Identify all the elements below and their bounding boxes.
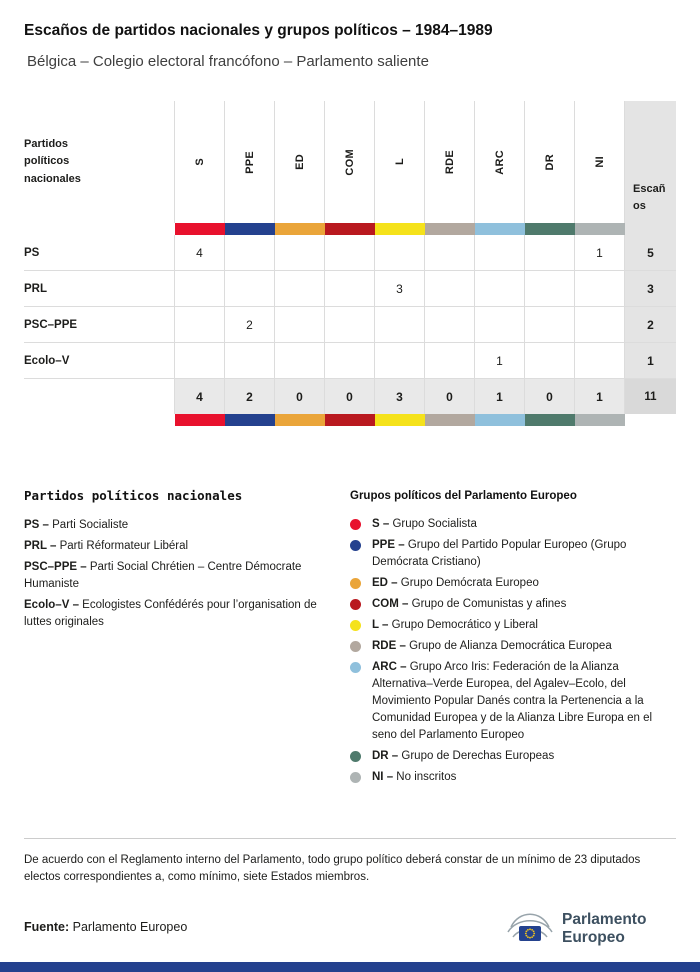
- seat-count-cell: [325, 235, 375, 270]
- legend-color-dot: [350, 772, 361, 783]
- seat-count-cell: [275, 307, 325, 342]
- color-band-cell-rde: [425, 223, 475, 235]
- page-title: Escaños de partidos nacionales y grupos políticos – 1984–1989: [24, 22, 493, 39]
- table-row-ecolo-v: [24, 343, 676, 379]
- seat-count-cell: [225, 343, 275, 378]
- row-total-cell: 2: [625, 307, 676, 342]
- color-band-cell-dr: [525, 414, 575, 426]
- party-name-cell: PS: [24, 235, 175, 270]
- legend-item: ARC – Grupo Arco Iris: Federación de la Alianza Alternativa–Verde Europea, del Agalev–Ecolo, del Movimiento Popular Danés contra la Pertenencia a la Comunidad Europea y de la Alianza Libre Europa en el seno del Parlamento Europeo: [350, 659, 676, 744]
- table-row-psc-ppe: [24, 307, 676, 343]
- color-band-cell-ed: [275, 414, 325, 426]
- color-band-cell-ed: [275, 223, 325, 235]
- source-label: Fuente:: [24, 920, 70, 934]
- group-column-header-rde: RDE: [425, 101, 475, 223]
- seat-count-cell: [525, 235, 575, 270]
- ep-logo: [506, 904, 676, 950]
- seat-count-cell: 1: [475, 343, 525, 378]
- legend-item: NI – No inscritos: [350, 769, 676, 786]
- totals-cell: 4: [175, 379, 225, 414]
- totals-cell: 2: [225, 379, 275, 414]
- color-band-cell-com: [325, 414, 375, 426]
- color-band-cell-rde: [425, 414, 475, 426]
- color-band-cell-ppe: [225, 414, 275, 426]
- seat-count-cell: [275, 343, 325, 378]
- legend-color-dot: [350, 620, 361, 631]
- table-header-row: [24, 101, 676, 223]
- logo-text-line1: Parlamento: [562, 911, 647, 928]
- seat-count-cell: 3: [375, 271, 425, 306]
- seat-count-cell: 1: [575, 235, 625, 270]
- party-column-header: [24, 101, 175, 223]
- party-name-cell: Ecolo–V: [24, 343, 175, 378]
- seat-count-cell: [325, 271, 375, 306]
- color-band-cell-arc: [475, 414, 525, 426]
- legend-parties: [24, 488, 350, 790]
- seat-count-cell: [425, 235, 475, 270]
- totals-cell: 3: [375, 379, 425, 414]
- party-column-header-label: Partidos políticos nacionales: [24, 137, 81, 185]
- row-total-cell: 3: [625, 271, 676, 306]
- color-band-cell-ni: [575, 223, 625, 235]
- seat-count-cell: [275, 235, 325, 270]
- color-band-cell-dr: [525, 223, 575, 235]
- footnote: De acuerdo con el Reglamento interno del Parlamento, todo grupo político deberá constar de un mínimo de 23 diputados electos correspondientes a, como mínimo, siete Estados miembros.: [24, 838, 676, 886]
- grand-total-cell: 11: [625, 379, 676, 414]
- color-band-cell-ppe: [225, 223, 275, 235]
- legend-parties-title: Partidos políticos nacionales: [24, 488, 243, 503]
- seat-count-cell: [425, 343, 475, 378]
- seat-count-cell: 4: [175, 235, 225, 270]
- color-band-cell-s: [175, 414, 225, 426]
- totals-cell: 1: [475, 379, 525, 414]
- legend-color-dot: [350, 519, 361, 530]
- seat-count-cell: [525, 271, 575, 306]
- seat-count-cell: [475, 307, 525, 342]
- legend-groups-title: Grupos políticos del Parlamento Europeo: [350, 490, 577, 502]
- legend-color-dot: [350, 751, 361, 762]
- seat-count-cell: [225, 271, 275, 306]
- seat-count-cell: [375, 343, 425, 378]
- totals-cell: 0: [425, 379, 475, 414]
- group-column-header-dr: DR: [525, 101, 575, 223]
- totals-cell: 0: [275, 379, 325, 414]
- legend-color-dot: [350, 540, 361, 551]
- color-band-row-bottom: [24, 414, 676, 426]
- seat-count-cell: [175, 343, 225, 378]
- color-band-cell-l: [375, 223, 425, 235]
- seat-count-cell: [375, 235, 425, 270]
- legend-item: PSC–PPE – Parti Social Chrétien – Centre Démocrate Humaniste: [24, 561, 302, 590]
- seat-count-cell: [525, 343, 575, 378]
- legend-item: PPE – Grupo del Partido Popular Europeo (Grupo Demócrata Cristiano): [350, 537, 676, 571]
- color-band-row-top: [24, 223, 676, 235]
- group-column-header-arc: ARC: [475, 101, 525, 223]
- seat-count-cell: [525, 307, 575, 342]
- legend-color-dot: [350, 578, 361, 589]
- legend-item: COM – Grupo de Comunistas y afines: [350, 596, 676, 613]
- totals-cell: 0: [525, 379, 575, 414]
- legend-item: L – Grupo Democrático y Liberal: [350, 617, 676, 634]
- seat-count-cell: [425, 307, 475, 342]
- seat-count-cell: [575, 343, 625, 378]
- legend-item: PS – Parti Socialiste: [24, 519, 129, 531]
- group-column-header-l: L: [375, 101, 425, 223]
- page-subtitle: Bélgica – Colegio electoral francófono – Parlamento saliente: [27, 53, 429, 70]
- logo-text-line2: Europeo: [562, 929, 625, 946]
- seat-count-cell: [475, 271, 525, 306]
- color-band-cell-com: [325, 223, 375, 235]
- legend-item: S – Grupo Socialista: [350, 516, 676, 533]
- group-column-header-com: COM: [325, 101, 375, 223]
- group-column-header-ed: ED: [275, 101, 325, 223]
- legend-item: RDE – Grupo de Alianza Democrática Europea: [350, 638, 676, 655]
- row-total-cell: 1: [625, 343, 676, 378]
- seat-count-cell: [575, 271, 625, 306]
- footer: [24, 904, 676, 950]
- party-name-cell: PRL: [24, 271, 175, 306]
- legend-item: PRL – Parti Réformateur Libéral: [24, 540, 189, 552]
- seat-count-cell: [275, 271, 325, 306]
- legend-groups: [350, 488, 676, 790]
- color-band-cell-s: [175, 223, 225, 235]
- footer-bar: [0, 962, 700, 972]
- color-band-cell-ni: [575, 414, 625, 426]
- color-band-cell-arc: [475, 223, 525, 235]
- seat-count-cell: [425, 271, 475, 306]
- group-column-header-s: S: [175, 101, 225, 223]
- seats-column-header: Escaños: [625, 101, 676, 223]
- seats-table: [24, 101, 676, 426]
- seat-count-cell: [575, 307, 625, 342]
- seat-count-cell: [175, 307, 225, 342]
- legend-color-dot: [350, 599, 361, 610]
- group-column-header-ni: NI: [575, 101, 625, 223]
- seat-count-cell: [375, 307, 425, 342]
- legend-item: Ecolo–V – Ecologistes Confédérés pour l’organisation de luttes originales: [24, 599, 317, 628]
- table-row-ps: [24, 235, 676, 271]
- party-name-cell: PSC–PPE: [24, 307, 175, 342]
- seat-count-cell: [225, 235, 275, 270]
- legend-section: [24, 488, 676, 790]
- totals-row: [24, 379, 676, 414]
- legend-color-dot: [350, 662, 361, 673]
- source-line: [24, 920, 187, 934]
- table-row-prl: [24, 271, 676, 307]
- seat-count-cell: 2: [225, 307, 275, 342]
- totals-cell: 0: [325, 379, 375, 414]
- legend-item: ED – Grupo Demócrata Europeo: [350, 575, 676, 592]
- seat-count-cell: [175, 271, 225, 306]
- color-band-cell-l: [375, 414, 425, 426]
- seat-count-cell: [475, 235, 525, 270]
- seat-count-cell: [325, 343, 375, 378]
- row-total-cell: 5: [625, 235, 676, 270]
- source-value: Parlamento Europeo: [72, 920, 188, 934]
- legend-item: DR – Grupo de Derechas Europeas: [350, 748, 676, 765]
- seat-count-cell: [325, 307, 375, 342]
- legend-color-dot: [350, 641, 361, 652]
- group-column-header-ppe: PPE: [225, 101, 275, 223]
- eu-flag-icon: [519, 926, 541, 941]
- totals-cell: 1: [575, 379, 625, 414]
